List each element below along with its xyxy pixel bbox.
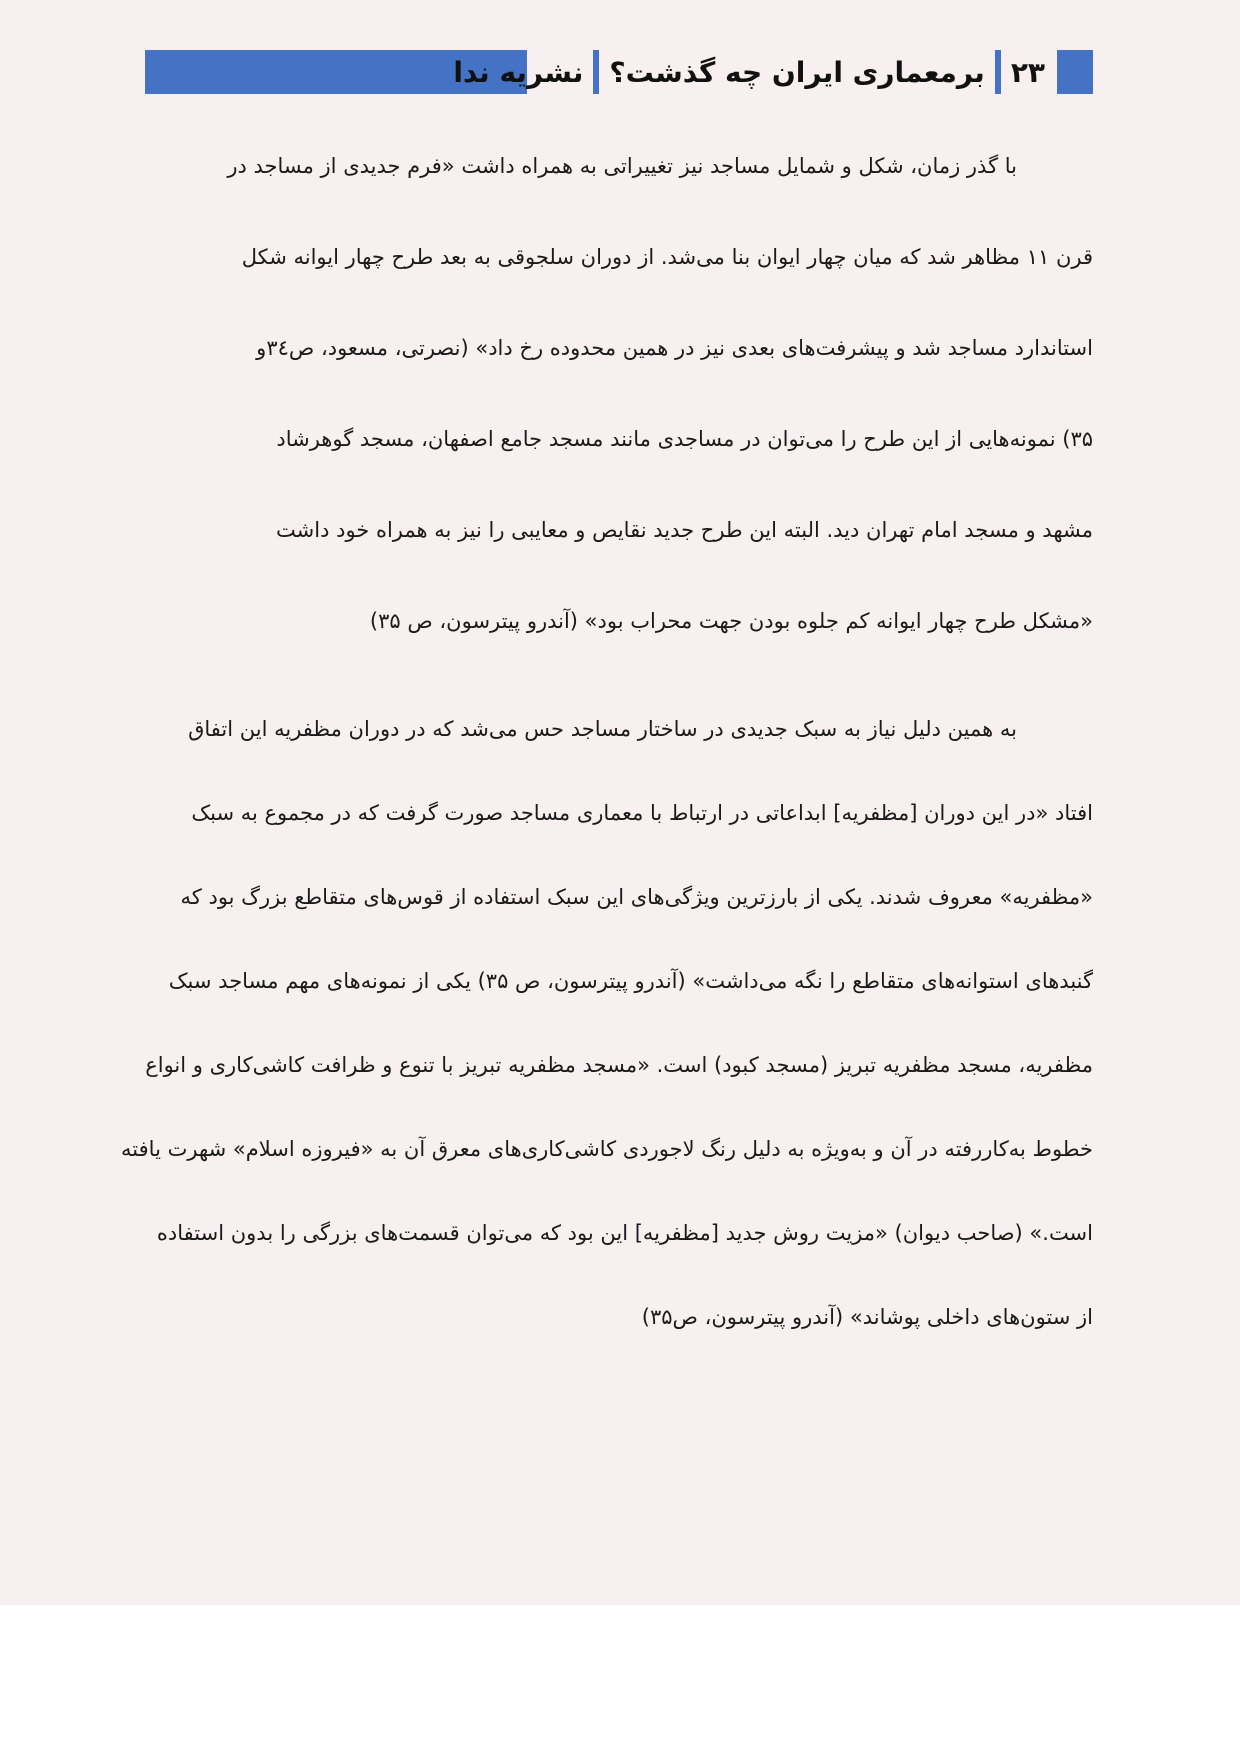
paragraph-line: گنبدهای استوانه‌های متقاطع را نگه می‌داشت» (آندرو پیترسون، ص ۳۵) یکی از نمونه‌های مهم مساجد سبک — [168, 969, 1093, 993]
paragraph-line: خطوط به‌کاررفته در آن و به‌ویژه به دلیل رنگ لاجوردی کاشی‌کاری‌های معرق آن به «فیروزه اسلام» شهرت یافته — [121, 1137, 1093, 1161]
paragraph-line: «مظفریه» معروف شدند. یکی از بارزترین ویژگی‌های این سبک استفاده از قوس‌های متقاطع بزرگ بود که — [180, 885, 1093, 909]
paragraph-line: مشهد و مسجد امام تهران دید. البته این طرح جدید نقایص و معایبی را نیز به همراه خود داشت — [276, 518, 1093, 542]
paragraph-line: استاندارد مساجد شد و پیشرفت‌های بعدی نیز در همین محدوده رخ داد» (نصرتی، مسعود، ص۳٤و — [256, 336, 1093, 360]
paragraph-line: افتاد «در این دوران [مظفریه] ابداعاتی در ارتباط با معماری مساجد صورت گرفت که در مجموع به سبک — [191, 801, 1093, 825]
paragraph-line: به همین دلیل نیاز به سبک جدیدی در ساختار مساجد حس می‌شد که در دوران مظفریه این اتفاق — [188, 717, 1017, 741]
paragraph-line: مظفریه، مسجد مظفریه تبریز (مسجد کبود) است. «مسجد مظفریه تبریز با تنوع و ظرافت کاشی‌کاری و انواع — [145, 1053, 1093, 1077]
paragraph-line: ۳۵) نمونه‌هایی از این طرح را می‌توان در مساجدی مانند مسجد جامع اصفهان، مسجد گوهرشاد — [276, 427, 1093, 451]
paragraph-1 — [152, 130, 1093, 676]
paragraph-line: قرن ۱۱ مظاهر شد که میان چهار ایوان بنا می‌شد. از دوران سلجوقی به بعد طرح چهار ایوانه شکل — [241, 245, 1093, 269]
page-number: ۲۳ — [1010, 55, 1045, 89]
article-title: برمعماری ایران چه گذشت؟ — [609, 55, 985, 89]
paragraph-line: است.» (صاحب دیوان) «مزیت روش جدید [مظفریه] این بود که می‌توان قسمت‌های بزرگی را بدون استفاده — [156, 1221, 1093, 1245]
header-text — [453, 50, 1045, 94]
header-accent-bar-right — [1057, 50, 1093, 94]
paragraph-line: از ستون‌های داخلی پوشاند» (آندرو پیترسون، ص۳۵) — [641, 1305, 1093, 1329]
header-separator — [995, 50, 1001, 94]
magazine-name: نشریه ندا — [453, 55, 584, 89]
header-separator — [593, 50, 599, 94]
paragraph-2 — [121, 693, 1093, 1365]
paragraph-line: با گذر زمان، شکل و شمایل مساجد نیز تغییراتی به همراه داشت «فرم جدیدی از مساجد در — [227, 154, 1017, 178]
page-header — [145, 50, 1093, 94]
paragraph-line: «مشکل طرح چهار ایوانه کم جلوه بودن جهت محراب بود» (آندرو پیترسون، ص ۳۵) — [369, 609, 1093, 633]
